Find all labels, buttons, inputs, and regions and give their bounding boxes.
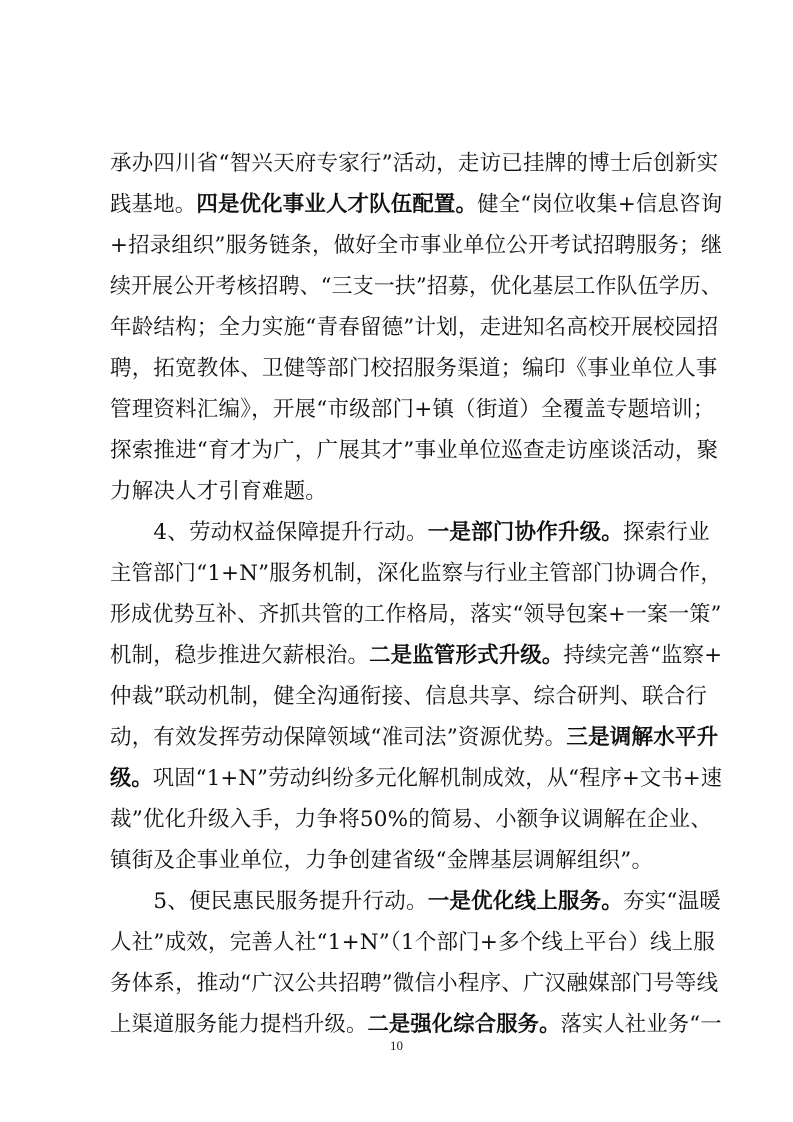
text-line <box>110 840 722 881</box>
bold-heading: 一是优化线上服务。 <box>427 889 623 914</box>
text-segment: 机制，稳步推进欠薪根治。 <box>110 643 370 668</box>
text-segment: 管理资料汇编》，开展“市级部门+镇（街道）全覆盖专题培训； <box>110 397 715 422</box>
text-line <box>110 389 722 430</box>
text-line <box>110 512 722 553</box>
bold-heading: 一是部门协作升级。 <box>427 520 623 545</box>
page-number: 10 <box>390 1038 403 1053</box>
text-segment: 探索行业 <box>623 520 710 545</box>
text-line <box>110 922 722 963</box>
text-line <box>110 594 722 635</box>
text-line <box>110 307 722 348</box>
text-segment: 务体系，推动“广汉公共招聘”微信小程序、广汉融媒部门号等线 <box>110 971 719 996</box>
text-segment: 践基地。 <box>110 192 197 217</box>
text-segment: 镇街及企事业单位，力争创建省级“金牌基层调解组织”。 <box>110 848 654 873</box>
text-segment: 人社”成效，完善人社“1+N”（1个部门+多个线上平台）线上服 <box>110 930 716 955</box>
text-segment: 聘，拓宽教体、卫健等部门校招服务渠道；编印《事业单位人事 <box>110 356 718 381</box>
text-segment: 落实人社业务“一 <box>560 1012 722 1037</box>
text-segment: 裁”优化升级入手，力争将50%的简易、小额争议调解在企业、 <box>110 807 713 832</box>
text-segment: 力解决人才引育难题。 <box>110 479 328 504</box>
text-line <box>110 225 723 266</box>
text-segment: 夯实“温暖 <box>623 889 721 914</box>
text-line <box>110 799 722 840</box>
text-segment: 上渠道服务能力提档升级。 <box>110 1012 368 1037</box>
text-line <box>110 758 723 799</box>
text-segment: 健全“岗位收集+信息咨询 <box>477 192 723 217</box>
text-line <box>110 184 723 225</box>
text-line <box>110 963 722 1004</box>
bold-heading: 二是强化综合服务。 <box>367 1012 561 1037</box>
text-line <box>110 143 722 184</box>
bold-heading: 级。 <box>110 766 153 791</box>
text-line <box>110 553 722 594</box>
text-segment: 续开展公开考核招聘、“三支一扶”招募，优化基层工作队伍学历、 <box>110 274 722 299</box>
bold-heading: 四是优化事业人才队伍配置。 <box>196 192 478 217</box>
text-segment: 仲裁”联动机制，健全沟通衔接、信息共享、综合研判、联合行 <box>110 684 708 709</box>
text-line <box>110 266 722 307</box>
text-segment: 形成优势互补、齐抓共管的工作格局，落实“领导包案+一案一策” <box>110 602 722 627</box>
body-text <box>110 143 722 1045</box>
text-segment: 巩固“1+N”劳动纠纷多元化解机制成效，从“程序+文书+速 <box>152 766 723 791</box>
text-line <box>110 635 723 676</box>
text-segment: 5、便民惠民服务提升行动。 <box>110 889 428 914</box>
text-segment: 持续完善“监察+ <box>563 643 723 668</box>
text-segment: 承办四川省“智兴天府专家行”活动，走访已挂牌的博士后创新实 <box>110 151 719 176</box>
text-segment: 主管部门“1+N”服务机制，深化监察与行业主管部门协调合作， <box>110 561 722 586</box>
text-segment: +招录组织”服务链条，做好全市事业单位公开考试招聘服务；继 <box>110 233 723 258</box>
bold-heading: 二是监管形式升级。 <box>369 643 564 668</box>
text-line <box>110 430 722 471</box>
text-segment: 探索推进“育才为广，广展其才”事业单位巡查走访座谈活动，聚 <box>110 438 719 463</box>
text-line <box>110 676 722 717</box>
bold-heading: 三是调解水平升 <box>566 725 719 750</box>
text-line <box>110 881 722 922</box>
text-segment: 年龄结构；全力实施“青春留德”计划，走进知名高校开展校园招 <box>110 315 719 340</box>
text-segment: 动，有效发挥劳动保障领域“准司法”资源优势。 <box>110 725 567 750</box>
text-segment: 4、劳动权益保障提升行动。 <box>110 520 428 545</box>
text-line <box>110 471 722 512</box>
text-line <box>110 717 722 758</box>
text-line <box>110 348 722 389</box>
